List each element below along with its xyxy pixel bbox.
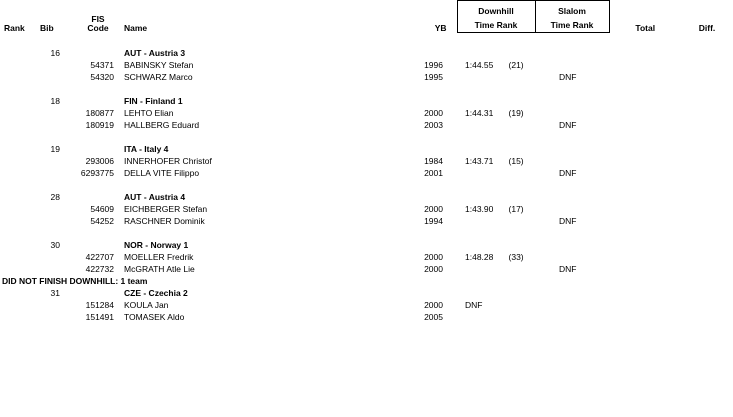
athlete-total xyxy=(609,215,681,227)
athlete-slalom-time xyxy=(535,203,609,215)
athlete-downhill-rank xyxy=(509,167,535,179)
team-diff xyxy=(681,95,733,107)
athlete-diff xyxy=(681,299,733,311)
athlete-downhill-time: DNF xyxy=(465,300,483,310)
athlete-yb: 1984 xyxy=(424,156,443,166)
spacer-cell xyxy=(0,131,733,143)
team-fis xyxy=(76,95,120,107)
athlete-downhill-rank xyxy=(509,311,535,323)
athlete-downhill xyxy=(457,155,535,167)
athlete-diff xyxy=(681,167,733,179)
team-total xyxy=(609,143,681,155)
athlete-downhill xyxy=(457,311,535,323)
athlete-slalom-time: DNF xyxy=(559,264,577,274)
athlete-slalom-time: DNF xyxy=(559,120,577,130)
header-total: Total xyxy=(635,22,656,33)
table-body xyxy=(0,33,733,324)
athlete-diff xyxy=(681,215,733,227)
team-bib: 28 xyxy=(50,192,60,202)
athlete-row xyxy=(0,251,733,263)
athlete-bib xyxy=(38,119,76,131)
team-rank xyxy=(0,47,38,59)
athlete-slalom-time xyxy=(535,251,609,263)
athlete-name: INNERHOFER Christof xyxy=(124,156,212,166)
team-total xyxy=(609,239,681,251)
header-diff: Diff. xyxy=(698,22,716,33)
athlete-bib xyxy=(38,155,76,167)
athlete-slalom-time xyxy=(535,299,609,311)
team-bib: 16 xyxy=(50,48,60,58)
team-yb xyxy=(395,143,457,155)
athlete-rank xyxy=(0,119,38,131)
athlete-total xyxy=(609,119,681,131)
athlete-downhill-time xyxy=(465,119,509,131)
spacer-row xyxy=(0,33,733,48)
team-total xyxy=(609,287,681,299)
athlete-downhill-rank xyxy=(509,263,535,275)
athlete-row xyxy=(0,155,733,167)
athlete-yb: 1995 xyxy=(424,72,443,82)
team-diff xyxy=(681,143,733,155)
athlete-bib xyxy=(38,71,76,83)
athlete-bib xyxy=(38,251,76,263)
athlete-rank xyxy=(0,167,38,179)
spacer-cell xyxy=(0,33,733,48)
team-diff xyxy=(681,191,733,203)
athlete-downhill-rank: (17) xyxy=(508,204,524,214)
athlete-downhill-rank: (21) xyxy=(508,60,524,70)
team-diff xyxy=(681,239,733,251)
athlete-row xyxy=(0,167,733,179)
team-yb xyxy=(395,191,457,203)
spacer-row xyxy=(0,227,733,239)
athlete-total xyxy=(609,167,681,179)
athlete-bib xyxy=(38,215,76,227)
athlete-rank xyxy=(0,311,38,323)
athlete-downhill-rank xyxy=(509,71,535,83)
athlete-downhill-time: 1:44.55 xyxy=(465,60,494,70)
athlete-bib xyxy=(38,107,76,119)
team-fis xyxy=(76,239,120,251)
athlete-name: TOMASEK Aldo xyxy=(124,312,185,322)
header-yb: YB xyxy=(434,22,447,33)
athlete-rank xyxy=(0,203,38,215)
athlete-yb: 2005 xyxy=(424,312,443,322)
athlete-downhill-rank xyxy=(509,119,535,131)
athlete-slalom-time xyxy=(535,107,609,119)
section-heading-label: DID NOT FINISH DOWNHILL: 1 team xyxy=(2,276,148,286)
athlete-fis-code: 54371 xyxy=(90,60,114,70)
athlete-rank xyxy=(0,263,38,275)
athlete-name: DELLA VITE Filippo xyxy=(124,168,200,178)
team-rank xyxy=(0,191,38,203)
athlete-downhill xyxy=(457,203,535,215)
team-yb xyxy=(395,239,457,251)
team-fis xyxy=(76,47,120,59)
team-row xyxy=(0,239,733,251)
team-bib: 18 xyxy=(50,96,60,106)
team-row xyxy=(0,47,733,59)
header-name: Name xyxy=(124,22,148,33)
team-diff xyxy=(681,47,733,59)
team-slalom xyxy=(535,287,609,299)
athlete-row xyxy=(0,59,733,71)
athlete-yb: 1996 xyxy=(424,60,443,70)
athlete-name: EICHBERGER Stefan xyxy=(124,204,208,214)
athlete-total xyxy=(609,155,681,167)
athlete-downhill-rank xyxy=(509,299,535,311)
athlete-downhill xyxy=(457,59,535,71)
team-bib: 19 xyxy=(50,144,60,154)
header-fis-code-line1: FIS xyxy=(91,13,105,24)
athlete-diff xyxy=(681,203,733,215)
athlete-fis-code: 54609 xyxy=(90,204,114,214)
team-slalom xyxy=(535,191,609,203)
athlete-yb: 2003 xyxy=(424,120,443,130)
athlete-total xyxy=(609,107,681,119)
athlete-fis-code: 422732 xyxy=(85,264,114,274)
athlete-name: LEHTO Elian xyxy=(124,108,174,118)
athlete-downhill-time xyxy=(465,167,509,179)
team-slalom xyxy=(535,47,609,59)
team-name: AUT - Austria 4 xyxy=(124,192,186,202)
athlete-name: BABINSKY Stefan xyxy=(124,60,194,70)
team-rank xyxy=(0,287,38,299)
team-total xyxy=(609,95,681,107)
athlete-fis-code: 54252 xyxy=(90,216,114,226)
team-bib: 31 xyxy=(50,288,60,298)
athlete-rank xyxy=(0,299,38,311)
athlete-yb: 2000 xyxy=(424,264,443,274)
athlete-slalom-time: DNF xyxy=(559,216,577,226)
team-row xyxy=(0,287,733,299)
athlete-total xyxy=(609,299,681,311)
athlete-name: KOULA Jan xyxy=(124,300,169,310)
team-total xyxy=(609,191,681,203)
spacer-cell xyxy=(0,227,733,239)
team-yb xyxy=(395,47,457,59)
athlete-row xyxy=(0,311,733,323)
athlete-bib xyxy=(38,263,76,275)
team-downhill xyxy=(457,95,535,107)
header-downhill-sub: Time Rank xyxy=(457,17,535,33)
athlete-total xyxy=(609,263,681,275)
athlete-yb: 2000 xyxy=(424,204,443,214)
header-slalom-sub: Time Rank xyxy=(535,17,609,33)
team-name: NOR - Norway 1 xyxy=(124,240,189,250)
header-downhill: Downhill xyxy=(457,1,535,18)
team-slalom xyxy=(535,143,609,155)
athlete-rank xyxy=(0,155,38,167)
athlete-downhill xyxy=(457,167,535,179)
athlete-fis-code: 151284 xyxy=(85,300,114,310)
team-row xyxy=(0,95,733,107)
athlete-slalom-time: DNF xyxy=(559,168,577,178)
athlete-slalom-time xyxy=(535,311,609,323)
athlete-total xyxy=(609,203,681,215)
athlete-total xyxy=(609,311,681,323)
athlete-rank xyxy=(0,107,38,119)
athlete-row xyxy=(0,263,733,275)
team-fis xyxy=(76,287,120,299)
athlete-fis-code: 6293775 xyxy=(80,168,114,178)
athlete-diff xyxy=(681,107,733,119)
athlete-downhill xyxy=(457,107,535,119)
team-fis xyxy=(76,143,120,155)
team-bib: 30 xyxy=(50,240,60,250)
team-yb xyxy=(395,287,457,299)
team-downhill xyxy=(457,191,535,203)
athlete-row xyxy=(0,107,733,119)
team-diff xyxy=(681,287,733,299)
header-rank: Rank xyxy=(4,22,25,33)
athlete-row xyxy=(0,215,733,227)
athlete-rank xyxy=(0,215,38,227)
athlete-slalom-time xyxy=(535,59,609,71)
table-header xyxy=(0,1,733,33)
athlete-downhill-rank xyxy=(509,215,535,227)
spacer-cell xyxy=(0,179,733,191)
athlete-yb: 2000 xyxy=(424,108,443,118)
spacer-row xyxy=(0,83,733,95)
athlete-name: SCHWARZ Marco xyxy=(124,72,193,82)
team-downhill xyxy=(457,143,535,155)
team-downhill xyxy=(457,239,535,251)
athlete-rank xyxy=(0,71,38,83)
athlete-diff xyxy=(681,59,733,71)
athlete-downhill-time xyxy=(465,311,509,323)
team-slalom xyxy=(535,239,609,251)
athlete-bib xyxy=(38,59,76,71)
header-fis-code-line2: Code xyxy=(87,22,109,33)
spacer-row xyxy=(0,179,733,191)
header-bib: Bib xyxy=(40,22,54,33)
spacer-row xyxy=(0,131,733,143)
athlete-name: HALLBERG Eduard xyxy=(124,120,200,130)
athlete-downhill-time: 1:44.31 xyxy=(465,108,494,118)
athlete-downhill-time xyxy=(465,263,509,275)
athlete-total xyxy=(609,59,681,71)
athlete-downhill xyxy=(457,299,535,311)
athlete-row xyxy=(0,71,733,83)
team-total xyxy=(609,47,681,59)
athlete-rank xyxy=(0,59,38,71)
athlete-bib xyxy=(38,203,76,215)
header-slalom: Slalom xyxy=(535,1,609,18)
team-row xyxy=(0,191,733,203)
athlete-fis-code: 422707 xyxy=(85,252,114,262)
team-name: AUT - Austria 3 xyxy=(124,48,186,58)
athlete-downhill-time xyxy=(465,71,509,83)
athlete-row xyxy=(0,119,733,131)
athlete-downhill-time: 1:48.28 xyxy=(465,252,494,262)
team-yb xyxy=(395,95,457,107)
team-name: CZE - Czechia 2 xyxy=(124,288,188,298)
header-fis-code xyxy=(76,1,120,33)
athlete-downhill-rank: (19) xyxy=(508,108,524,118)
athlete-yb: 2000 xyxy=(424,300,443,310)
athlete-total xyxy=(609,71,681,83)
athlete-bib xyxy=(38,311,76,323)
athlete-downhill-time xyxy=(465,215,509,227)
athlete-diff xyxy=(681,311,733,323)
athlete-name: McGRATH Atle Lie xyxy=(124,264,195,274)
athlete-diff xyxy=(681,251,733,263)
athlete-row xyxy=(0,203,733,215)
team-rank xyxy=(0,143,38,155)
athlete-downhill-time: 1:43.90 xyxy=(465,204,494,214)
team-rank xyxy=(0,239,38,251)
athlete-diff xyxy=(681,155,733,167)
athlete-name: RASCHNER Dominik xyxy=(124,216,205,226)
athlete-row xyxy=(0,299,733,311)
athlete-yb: 1994 xyxy=(424,216,443,226)
athlete-slalom-time xyxy=(535,155,609,167)
team-slalom xyxy=(535,95,609,107)
athlete-fis-code: 180919 xyxy=(85,120,114,130)
athlete-fis-code: 293006 xyxy=(85,156,114,166)
spacer-cell xyxy=(0,83,733,95)
athlete-yb: 2000 xyxy=(424,252,443,262)
athlete-downhill xyxy=(457,251,535,263)
athlete-fis-code: 151491 xyxy=(85,312,114,322)
athlete-name: MOELLER Fredrik xyxy=(124,252,194,262)
team-downhill xyxy=(457,287,535,299)
athlete-slalom-time: DNF xyxy=(559,72,577,82)
athlete-diff xyxy=(681,119,733,131)
team-fis xyxy=(76,191,120,203)
athlete-downhill xyxy=(457,71,535,83)
athlete-downhill xyxy=(457,215,535,227)
athlete-bib xyxy=(38,299,76,311)
athlete-fis-code: 180877 xyxy=(85,108,114,118)
section-heading-row xyxy=(0,275,733,287)
team-downhill xyxy=(457,47,535,59)
athlete-downhill-rank: (15) xyxy=(508,156,524,166)
athlete-rank xyxy=(0,251,38,263)
team-row xyxy=(0,143,733,155)
athlete-downhill xyxy=(457,119,535,131)
team-name: FIN - Finland 1 xyxy=(124,96,183,106)
athlete-yb: 2001 xyxy=(424,168,443,178)
athlete-bib xyxy=(38,167,76,179)
athlete-downhill-time: 1:43.71 xyxy=(465,156,494,166)
athlete-diff xyxy=(681,263,733,275)
athlete-diff xyxy=(681,71,733,83)
athlete-downhill xyxy=(457,263,535,275)
athlete-total xyxy=(609,251,681,263)
team-rank xyxy=(0,95,38,107)
athlete-fis-code: 54320 xyxy=(90,72,114,82)
team-name: ITA - Italy 4 xyxy=(124,144,169,154)
athlete-downhill-rank: (33) xyxy=(508,252,524,262)
